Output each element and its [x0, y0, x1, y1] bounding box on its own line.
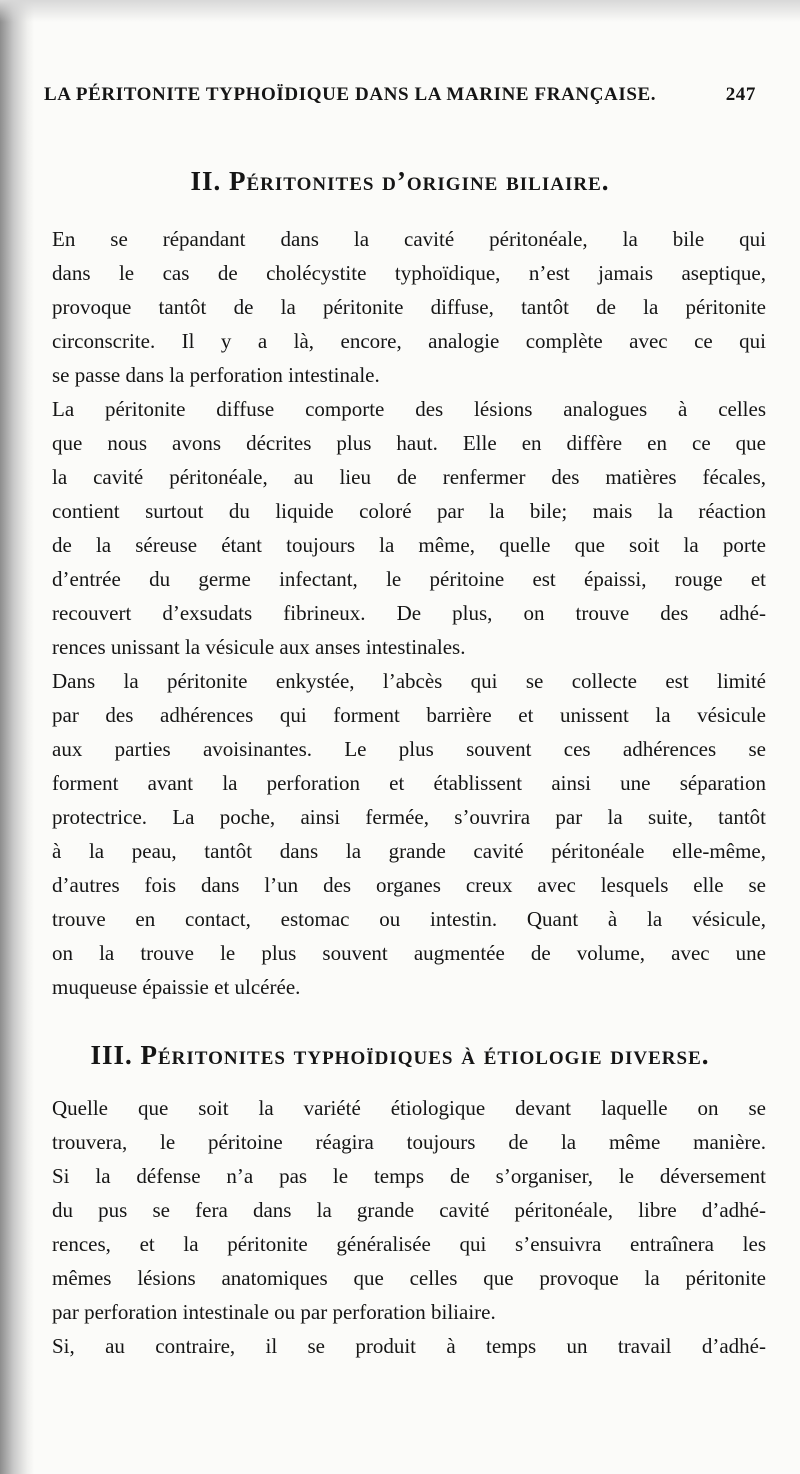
page-top-shadow — [0, 0, 800, 22]
text-line: Si la défense n’a pas le temps de s’organiser, le déversement — [52, 1164, 766, 1188]
text-line: trouve en contact, estomac ou intestin. Quant à la vésicule, — [52, 907, 766, 931]
text-line: d’autres fois dans l’un des organes creux avec lesquels elle se — [52, 873, 766, 897]
text-line: circonscrite. Il y a là, encore, analogie complète avec ce qui — [52, 329, 766, 353]
text-line: Dans la péritonite enkystée, l’abcès qui se collecte est limité — [52, 669, 766, 693]
text-line: mêmes lésions anatomiques que celles que provoque la péritonite — [52, 1266, 766, 1290]
page-edge-shadow — [0, 0, 34, 1474]
text-line: provoque tantôt de la péritonite diffuse, tantôt de la péritonite — [52, 295, 766, 319]
text-line: par perforation intestinale ou par perforation biliaire. — [52, 1300, 496, 1324]
text-line: recouvert d’exsudats fibrineux. De plus, on trouve des adhé- — [52, 601, 766, 625]
section-2-body — [52, 222, 766, 1004]
text-line: du pus se fera dans la grande cavité péritonéale, libre d’adhé- — [52, 1198, 766, 1222]
text-line: la cavité péritonéale, au lieu de renfermer des matières fécales, — [52, 465, 766, 489]
text-line: Si, au contraire, il se produit à temps un travail d’adhé- — [52, 1334, 766, 1358]
text-line: rences, et la péritonite généralisée qui s’ensuivra entraînera les — [52, 1232, 766, 1256]
text-line: on la trouve le plus souvent augmentée de volume, avec une — [52, 941, 766, 965]
text-line: rences unissant la vésicule aux anses intestinales. — [52, 635, 466, 659]
section-3-body — [52, 1091, 766, 1363]
text-line: trouvera, le péritoine réagira toujours de la même manière. — [52, 1130, 766, 1154]
text-line: forment avant la perforation et établissent ainsi une séparation — [52, 771, 766, 795]
section-heading-3 — [0, 1040, 800, 1071]
running-head-title: LA PÉRITONITE TYPHOÏDIQUE DANS LA MARINE FRANÇAISE. — [44, 84, 657, 105]
page-number: 247 — [725, 84, 756, 105]
text-line: La péritonite diffuse comporte des lésions analogues à celles — [52, 397, 766, 421]
text-line: se passe dans la perforation intestinale. — [52, 363, 380, 387]
text-line: d’entrée du germe infectant, le péritoine est épaissi, rouge et — [52, 567, 766, 591]
text-line: de la séreuse étant toujours la même, quelle que soit la porte — [52, 533, 766, 557]
text-line: protectrice. La poche, ainsi fermée, s’ouvrira par la suite, tantôt — [52, 805, 766, 829]
section-numeral: II. — [190, 166, 222, 196]
text-line: muqueuse épaissie et ulcérée. — [52, 975, 301, 999]
section-numeral: III. — [90, 1040, 133, 1070]
text-line: En se répandant dans la cavité péritonéale, la bile qui — [52, 227, 766, 251]
text-line: contient surtout du liquide coloré par la bile; mais la réaction — [52, 499, 766, 523]
section-heading-2 — [0, 166, 800, 197]
text-line: dans le cas de cholécystite typhoïdique, n’est jamais aseptique, — [52, 261, 766, 285]
text-line: aux parties avoisinantes. Le plus souvent ces adhérences se — [52, 737, 766, 761]
text-line: à la peau, tantôt dans la grande cavité péritonéale elle-même, — [52, 839, 766, 863]
running-head — [44, 84, 756, 106]
text-line: Quelle que soit la variété étiologique devant laquelle on se — [52, 1096, 766, 1120]
section-heading-text: Péritonites typhoïdiques à étiologie diverse. — [140, 1040, 710, 1070]
section-heading-text: Péritonites d’origine biliaire. — [229, 166, 610, 196]
text-line: que nous avons décrites plus haut. Elle en diffère en ce que — [52, 431, 766, 455]
text-line: par des adhérences qui forment barrière et unissent la vésicule — [52, 703, 766, 727]
